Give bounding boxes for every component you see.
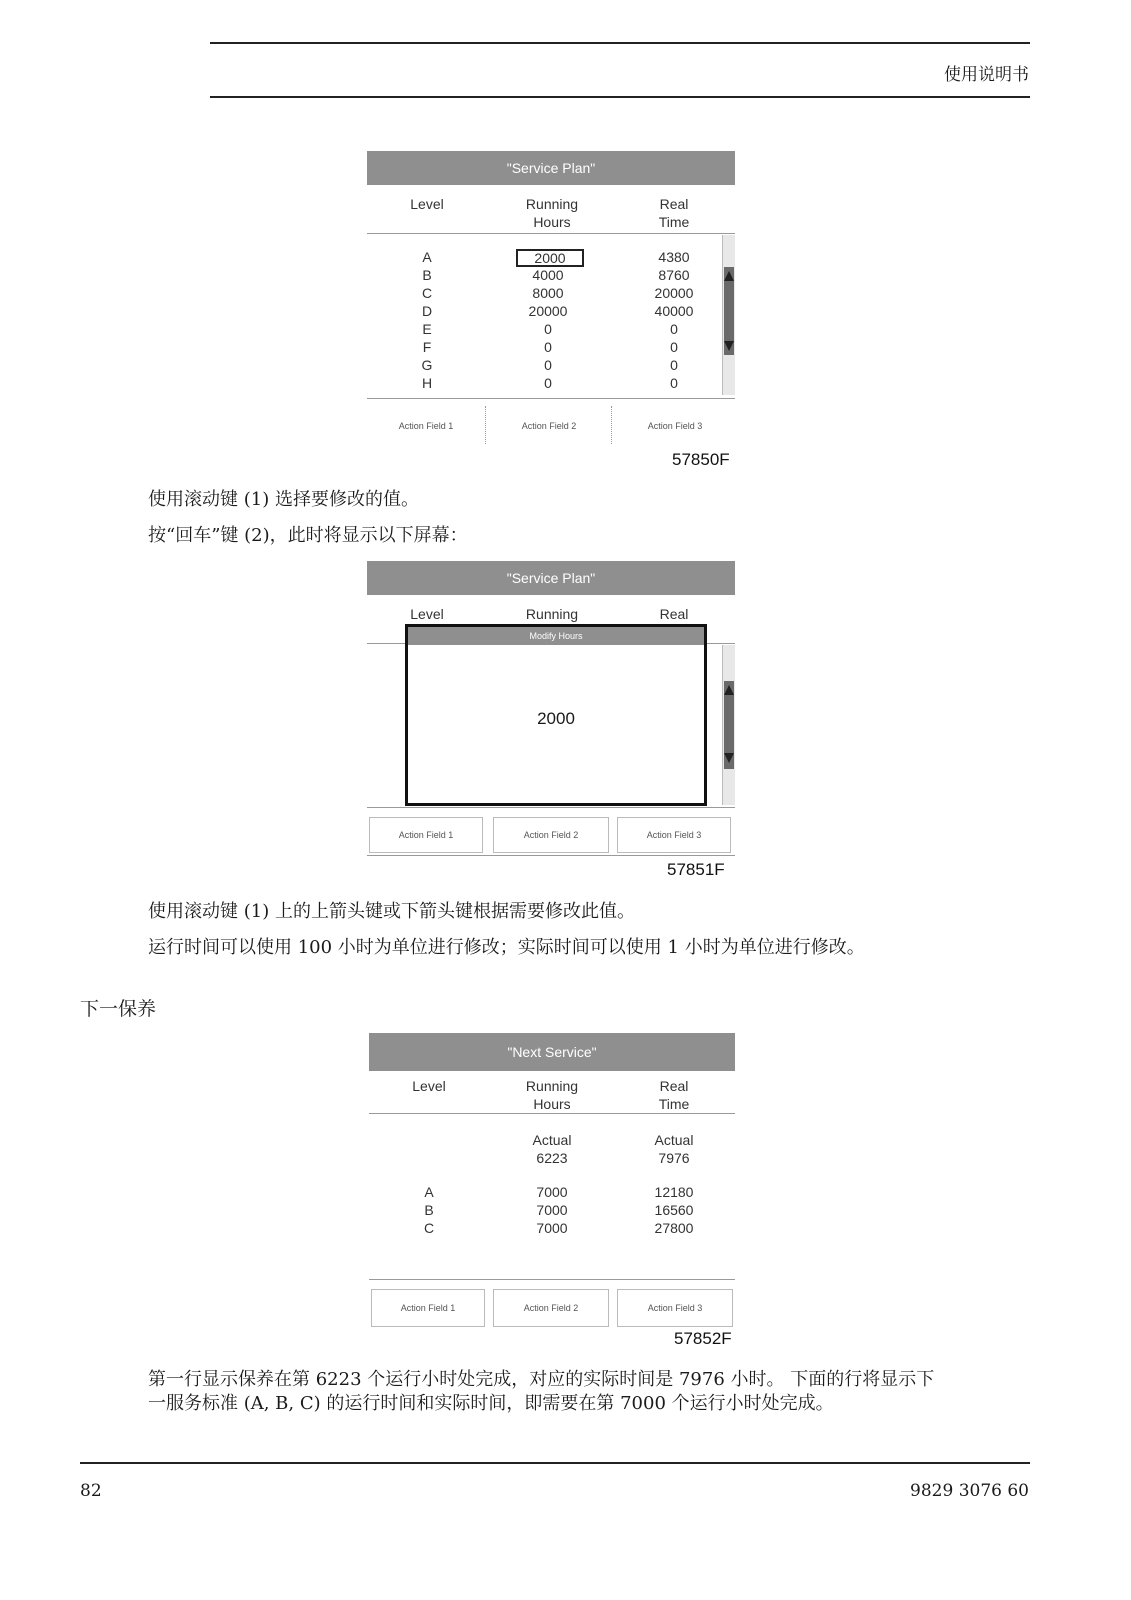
row-real-time: 0: [670, 321, 678, 337]
paragraph: 第一行显示保养在第 6223 个运行小时处完成，对应的实际时间是 7976 小时。 下面的行将显示下: [148, 1369, 935, 1390]
paragraph: 一服务标准 (A, B, C) 的运行时间和实际时间，即需要在第 7000 个运行小时处完成。: [148, 1393, 834, 1414]
action-field-2[interactable]: Action Field 2: [521, 421, 577, 431]
paragraph: 使用滚动键 (1) 选择要修改的值。: [148, 489, 419, 510]
actual-running: [507, 1131, 597, 1167]
row-level: B: [422, 267, 432, 283]
row-level: C: [421, 285, 433, 301]
divider: [367, 855, 735, 856]
row-level: G: [421, 357, 433, 373]
row-running-hours: 7000: [536, 1202, 568, 1218]
action-field-3[interactable]: Action Field 3: [646, 830, 702, 840]
col-level: Level: [410, 606, 444, 622]
screen-title: "Service Plan": [367, 151, 735, 185]
screen-title: "Service Plan": [367, 561, 735, 595]
actual-real: [629, 1131, 719, 1167]
divider: [367, 807, 735, 808]
scroll-up-icon[interactable]: [724, 271, 734, 281]
paragraph: 按“回车”键 (2)，此时将显示以下屏幕：: [148, 525, 468, 546]
row-running-hours: 0: [544, 339, 552, 355]
row-level: F: [422, 339, 432, 355]
row-level: D: [421, 303, 433, 319]
row-real-time: 4380: [658, 249, 690, 265]
dialog-value[interactable]: 2000: [537, 709, 575, 728]
document-number: 9829 3076 60: [910, 1481, 1029, 1501]
divider: [367, 643, 407, 644]
figure-next-service: [369, 1033, 735, 1329]
row-level: H: [421, 375, 433, 391]
action-field-2[interactable]: Action Field 2: [523, 830, 579, 840]
action-field-2[interactable]: Action Field 2: [523, 1303, 579, 1313]
row-level: A: [424, 1184, 434, 1200]
dialog-title: Modify Hours: [408, 627, 704, 645]
figure-number: 57851F: [667, 860, 725, 879]
divider: [703, 643, 735, 644]
figure-number: 57852F: [674, 1329, 732, 1348]
row-running-hours[interactable]: 2000: [516, 249, 584, 267]
row-real-time: 16560: [654, 1202, 694, 1218]
col-running-line2: Hours: [533, 1096, 571, 1112]
actual-label: Actual: [654, 1132, 694, 1148]
action-field-1[interactable]: Action Field 1: [398, 830, 454, 840]
row-real-time: 8760: [658, 267, 690, 283]
actual-running-value: 6223: [536, 1150, 568, 1166]
row-level: E: [422, 321, 432, 337]
row-running-hours: 0: [544, 321, 552, 337]
action-field-3[interactable]: Action Field 3: [647, 421, 703, 431]
row-running-hours: 8000: [532, 285, 564, 301]
header-bottom-rule: [210, 96, 1030, 98]
row-real-time: 27800: [654, 1220, 694, 1236]
row-real-time: 0: [670, 357, 678, 373]
footer-rule: [80, 1462, 1030, 1464]
section-heading: 下一保养: [80, 998, 157, 1020]
row-running-hours: 0: [544, 357, 552, 373]
row-running-hours: 20000: [528, 303, 568, 319]
row-real-time: 0: [670, 375, 678, 391]
action-field-1[interactable]: Action Field 1: [398, 421, 454, 431]
col-running: [507, 1077, 597, 1113]
scrollbar[interactable]: [722, 645, 735, 805]
divider: [369, 1279, 735, 1280]
row-running-hours: 4000: [532, 267, 564, 283]
header-top-rule: [210, 42, 1030, 44]
row-level: B: [424, 1202, 434, 1218]
row-real-time: 40000: [654, 303, 694, 319]
col-real-line2: Time: [658, 214, 690, 230]
row-real-time: 20000: [654, 285, 694, 301]
col-level: Level: [410, 196, 444, 212]
divider: [367, 398, 735, 399]
action-field-1[interactable]: Action Field 1: [400, 1303, 456, 1313]
row-running-hours: 7000: [536, 1220, 568, 1236]
figure-service-plan: [367, 151, 735, 447]
figure-number: 57850F: [672, 450, 730, 469]
actual-real-value: 7976: [658, 1150, 690, 1166]
paragraph: 运行时间可以使用 100 小时为单位进行修改；实际时间可以使用 1 小时为单位进行修改。: [148, 937, 865, 958]
screen-title: "Next Service": [369, 1033, 735, 1071]
col-real: [629, 1077, 719, 1113]
row-level: A: [422, 249, 432, 265]
col-real-line2: Time: [658, 1096, 690, 1112]
col-real: Real: [659, 606, 689, 622]
divider: [367, 233, 735, 234]
scroll-down-icon[interactable]: [724, 341, 734, 351]
action-field-3[interactable]: Action Field 3: [647, 1303, 703, 1313]
figure-modify-hours: [367, 561, 735, 857]
row-running-hours: 7000: [536, 1184, 568, 1200]
row-level: C: [423, 1220, 435, 1236]
col-running: Running: [525, 606, 579, 622]
divider: [369, 1113, 735, 1114]
col-level: Level: [412, 1078, 446, 1094]
scroll-down-icon[interactable]: [724, 753, 734, 763]
row-running-hours: 0: [544, 375, 552, 391]
header-title: 使用说明书: [944, 65, 1029, 85]
paragraph: 使用滚动键 (1) 上的上箭头键或下箭头键根据需要修改此值。: [148, 901, 635, 922]
col-running: [507, 195, 597, 231]
actual-label: Actual: [532, 1132, 572, 1148]
col-running-line2: Hours: [533, 214, 571, 230]
row-real-time: 0: [670, 339, 678, 355]
row-real-time: 12180: [654, 1184, 694, 1200]
divider: [611, 406, 612, 444]
modify-hours-dialog[interactable]: [405, 624, 707, 806]
scroll-up-icon[interactable]: [724, 685, 734, 695]
col-running-line1: Running: [525, 1078, 579, 1094]
col-real-line1: Real: [659, 1078, 689, 1094]
col-running-line1: Running: [525, 196, 579, 212]
col-real: [629, 195, 719, 231]
divider: [485, 406, 486, 444]
col-real-line1: Real: [659, 196, 689, 212]
page-number: 82: [80, 1481, 102, 1501]
scrollbar[interactable]: [722, 235, 735, 395]
